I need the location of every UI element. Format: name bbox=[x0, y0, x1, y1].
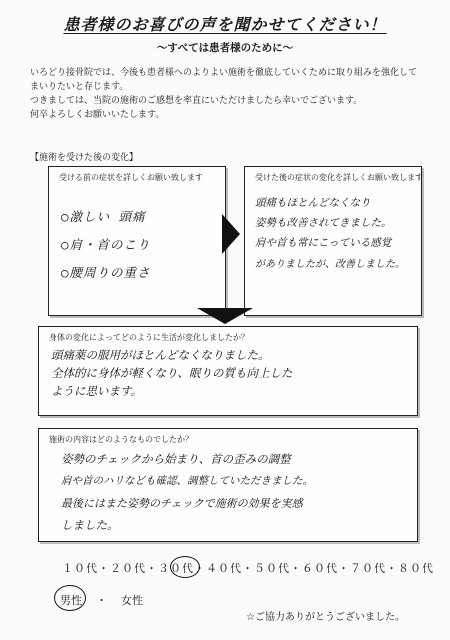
section-label: 【施術を受けた後の変化】 bbox=[30, 153, 139, 163]
treatment-content-line: しました。 bbox=[61, 518, 119, 532]
arrow-down-icon bbox=[195, 306, 255, 326]
treatment-content-label: 施術の内容はどのようなものでしたか？ bbox=[49, 435, 193, 444]
treatment-content-line: 姿勢のチェックから始まり、首の歪みの調整 bbox=[61, 452, 291, 466]
life-change-line: 全体的に身体が軽くなり、眠りの質も向上した bbox=[51, 366, 293, 380]
intro-line: 何卒よろしくお願いいたします。 bbox=[30, 110, 165, 120]
intro-line: まいりたいと存じます。 bbox=[30, 82, 129, 92]
treatment-content-box bbox=[38, 428, 418, 542]
gender-male: 男性 bbox=[60, 594, 82, 607]
treatment-content-line: 肩や首のハリなども確認、調整していただきました。 bbox=[61, 475, 313, 487]
before-symptom-item: ○肩・首のこり bbox=[61, 237, 151, 252]
after-symptoms-box bbox=[244, 166, 422, 316]
page-subtitle: ～すべては患者様のために～ bbox=[156, 42, 294, 54]
intro-text bbox=[30, 66, 430, 122]
treatment-content-line: 最後にはまた姿勢のチェックで施術の効果を実感 bbox=[61, 497, 303, 510]
age-options: １０代・２０代・３０代・４０代・５０代・６０代・７０代・８０代 bbox=[62, 562, 434, 575]
before-symptoms-box bbox=[48, 166, 226, 316]
after-symptom-line: 肩や首も常にこっている感覚 bbox=[255, 237, 392, 249]
intro-line: いろどり接骨院では、今後も患者様へのよりよい施術を徹底していくために取り組みを強化して bbox=[30, 68, 418, 78]
before-symptom-item: ○激しい 頭痛 bbox=[61, 209, 146, 224]
gender-selected-mark bbox=[54, 585, 86, 611]
life-change-box bbox=[38, 326, 418, 416]
after-symptoms-label: 受けた後の症状の変化を詳しくお願い致します bbox=[255, 173, 423, 182]
page-title: 患者様のお喜びの声を聞かせてください！ bbox=[63, 15, 387, 34]
after-symptom-line: 頭痛もほとんどなくなり bbox=[255, 197, 371, 209]
thanks-note: ☆ご協力ありがとうございました。 bbox=[246, 612, 405, 623]
life-change-line: 頭痛薬の服用がほとんどなくなりました。 bbox=[51, 348, 270, 362]
before-symptoms-label: 受ける前の症状を詳しくお願い致します bbox=[59, 173, 203, 182]
intro-line: つきましては、当院の施術のご感想を率直にいただけましたら幸いでございます。 bbox=[30, 96, 363, 106]
age-selected-mark bbox=[170, 556, 200, 578]
gender-separator: ・ bbox=[96, 594, 107, 607]
life-change-label: 身体の変化によってどのように生活が変化しましたか？ bbox=[49, 333, 249, 342]
life-change-line: ように思います。 bbox=[51, 384, 143, 398]
gender-female: 女性 bbox=[121, 594, 143, 607]
after-symptom-line: 姿勢も改善されてきました。 bbox=[255, 217, 392, 229]
before-symptom-item: ○腰周りの重さ bbox=[61, 265, 151, 280]
after-symptom-line: がありましたが、改善しました。 bbox=[255, 259, 405, 270]
arrow-right-icon bbox=[220, 212, 242, 256]
